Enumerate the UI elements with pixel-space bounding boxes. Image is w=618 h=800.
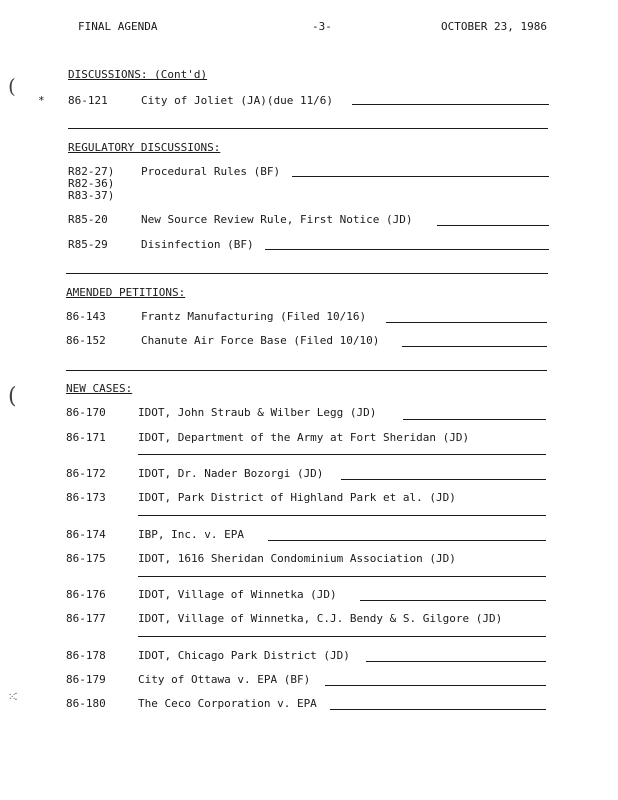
item-text: IBP, Inc. v. EPA xyxy=(138,528,244,541)
item-text: Chanute Air Force Base (Filed 10/10) xyxy=(141,334,380,347)
item-text: IDOT, Park District of Highland Park et al. (JD) xyxy=(138,491,456,504)
item-text: IDOT, Chicago Park District (JD) xyxy=(138,649,350,662)
item-number: 86-171 xyxy=(66,431,106,444)
fill-line xyxy=(437,225,549,226)
item-number: R82-36) xyxy=(68,177,115,190)
fill-line xyxy=(268,540,546,541)
item-number: 86-172 xyxy=(66,467,106,480)
fill-line xyxy=(352,104,549,105)
fill-line xyxy=(138,636,546,637)
item-text: IDOT, Department of the Army at Fort Sheridan (JD) xyxy=(138,431,470,444)
section-title-regulatory: REGULATORY DISCUSSIONS: xyxy=(68,141,221,154)
item-text: IDOT, Village of Winnetka (JD) xyxy=(138,588,337,601)
item-text: Disinfection (BF) xyxy=(141,238,254,251)
item-text: IDOT, Village of Winnetka, C.J. Bendy & S. Gilgore (JD) xyxy=(138,612,503,625)
fill-line xyxy=(403,419,546,420)
fill-line xyxy=(138,576,546,577)
item-number: 86-179 xyxy=(66,673,106,686)
fill-line xyxy=(265,249,549,250)
item-number: 86-170 xyxy=(66,406,106,419)
section-title-discussions: DISCUSSIONS: (Cont'd) xyxy=(68,68,208,81)
fill-line xyxy=(360,600,546,601)
header-date: OCTOBER 23, 1986 xyxy=(441,20,547,33)
item-number: R85-29 xyxy=(68,238,108,251)
item-number: 86-174 xyxy=(66,528,106,541)
item-text: IDOT, 1616 Sheridan Condominium Association (JD) xyxy=(138,552,456,565)
item-text: City of Ottawa v. EPA (BF) xyxy=(138,673,311,686)
fill-line xyxy=(138,515,546,516)
item-number: R85-20 xyxy=(68,213,108,226)
item-number: R82-27) xyxy=(68,165,115,178)
fill-line xyxy=(402,346,547,347)
item-text: City of Joliet (JA)(due 11/6) xyxy=(141,94,334,107)
header-page-number: -3- xyxy=(312,20,332,33)
section-divider xyxy=(66,273,548,274)
fill-line xyxy=(330,709,546,710)
item-number: 86-177 xyxy=(66,612,106,625)
fill-line xyxy=(292,176,549,177)
item-number: 86-175 xyxy=(66,552,106,565)
asterisk-mark: * xyxy=(38,94,45,107)
item-text: The Ceco Corporation v. EPA xyxy=(138,697,317,710)
item-text: IDOT, John Straub & Wilber Legg (JD) xyxy=(138,406,377,419)
section-divider xyxy=(68,128,548,129)
item-number: 86-121 xyxy=(68,94,108,107)
header-left: FINAL AGENDA xyxy=(78,20,158,33)
item-number: 86-178 xyxy=(66,649,106,662)
item-number: 86-180 xyxy=(66,697,106,710)
item-text: New Source Review Rule, First Notice (JD) xyxy=(141,213,413,226)
margin-scan-mark-2: ( xyxy=(8,384,17,409)
margin-scan-mark-1: ( xyxy=(8,74,16,98)
item-number: 86-152 xyxy=(66,334,106,347)
margin-scan-mark-3: ⁙⁚ xyxy=(8,692,16,703)
section-divider xyxy=(66,370,547,371)
section-title-amended-petitions: AMENDED PETITIONS: xyxy=(66,286,186,299)
fill-line xyxy=(366,661,546,662)
fill-line xyxy=(138,454,546,455)
item-number: 86-173 xyxy=(66,491,106,504)
section-title-new-cases: NEW CASES: xyxy=(66,382,133,395)
fill-line xyxy=(341,479,546,480)
fill-line xyxy=(325,685,546,686)
item-text: Procedural Rules (BF) xyxy=(141,165,281,178)
item-text: Frantz Manufacturing (Filed 10/16) xyxy=(141,310,367,323)
fill-line xyxy=(386,322,547,323)
item-number: 86-176 xyxy=(66,588,106,601)
item-number: R83-37) xyxy=(68,189,115,202)
item-number: 86-143 xyxy=(66,310,106,323)
item-text: IDOT, Dr. Nader Bozorgi (JD) xyxy=(138,467,324,480)
